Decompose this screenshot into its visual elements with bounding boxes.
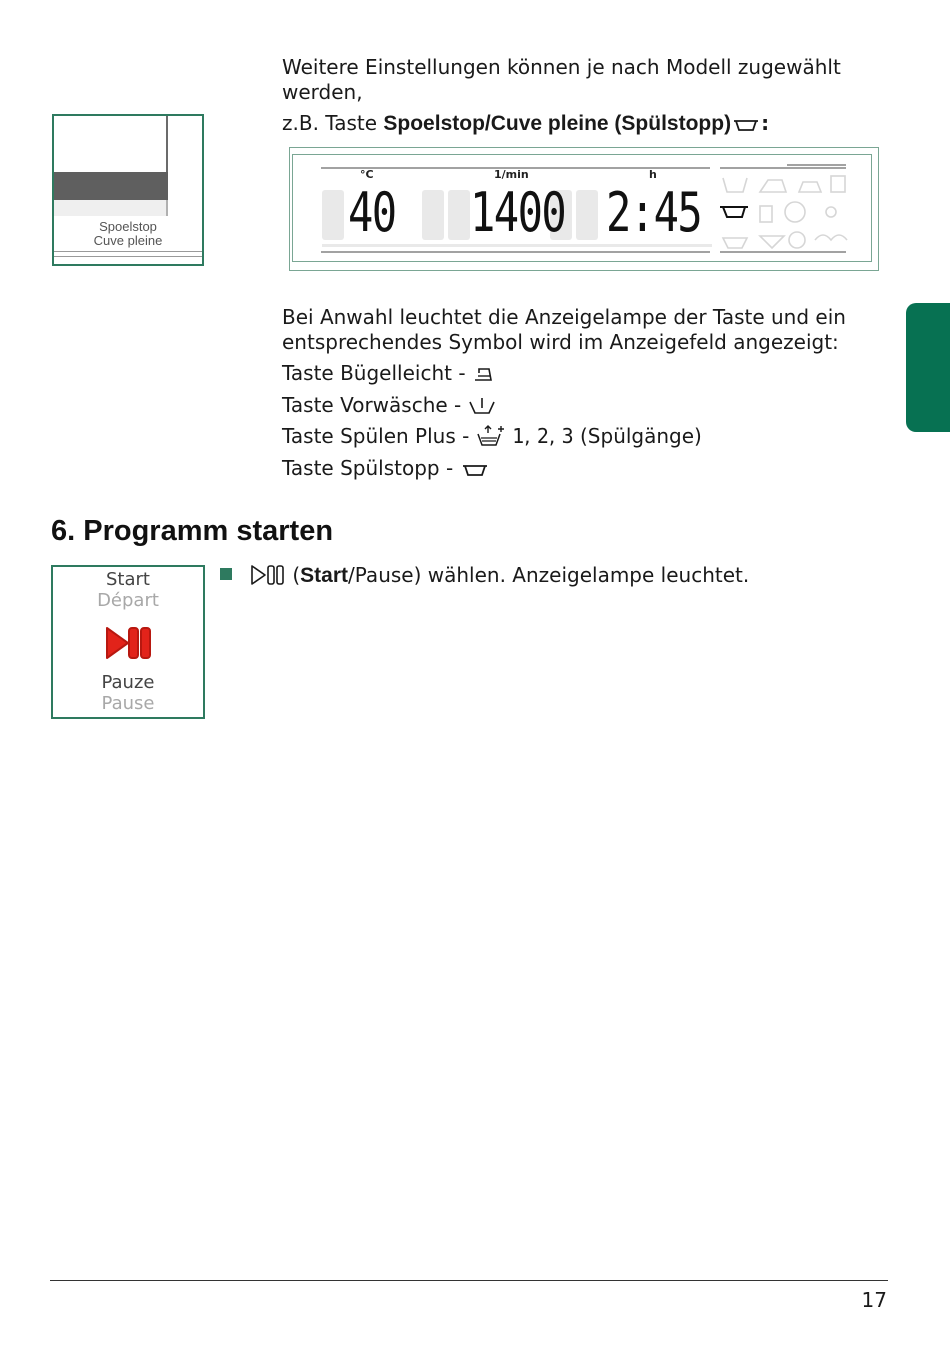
- prewash-icon: [468, 396, 496, 422]
- instruction-open: (: [286, 563, 301, 587]
- instruction-bold: Start: [300, 564, 349, 587]
- description-line-2: entsprechendes Symbol wird im Anzeigefeld angezeigt:: [282, 330, 839, 354]
- time-readout: 2:45: [606, 181, 702, 244]
- intro-example-prefix: z.B. Taste: [282, 111, 384, 135]
- iron-icon: [472, 364, 494, 390]
- rinse-plus-icon: [476, 425, 506, 453]
- play-pause-icon: [104, 625, 154, 661]
- rinse-count-1: 1: [512, 424, 525, 448]
- list-item: Taste Spülen Plus - 1, 2, 3 (Spülgänge): [282, 424, 702, 453]
- item-label: Taste Bügelleicht -: [282, 361, 472, 385]
- spoelstop-label-1: Spoelstop: [99, 219, 157, 234]
- pause-label-nl: Pauze: [101, 672, 155, 693]
- start-label-nl: Start: [106, 569, 150, 590]
- description-line-1: Bei Anwahl leuchtet die Anzeigelampe der Taste und ein: [282, 305, 846, 329]
- bullet-square: [220, 568, 232, 580]
- start-label-fr: Départ: [97, 590, 159, 611]
- button-face: [54, 172, 168, 200]
- divider: [54, 256, 202, 257]
- item-label: Taste Spülen Plus -: [282, 424, 476, 448]
- page-number: 17: [861, 1288, 887, 1312]
- unit-temperature: °C: [360, 168, 374, 181]
- start-pause-button-illustration: [51, 565, 205, 719]
- unit-time: h: [649, 168, 657, 181]
- temperature-readout: 40: [348, 181, 396, 244]
- list-item: [282, 393, 496, 422]
- intro-line-2: werden,: [282, 80, 363, 104]
- rinse-hold-icon: [460, 460, 490, 485]
- rinse-hold-icon: [731, 115, 761, 140]
- item-label: Taste Spülstopp -: [282, 456, 460, 480]
- divider: [54, 251, 202, 252]
- speed-readout: 1400: [470, 181, 566, 244]
- list-item: [282, 361, 494, 390]
- item-label: Taste Vorwäsche -: [282, 393, 468, 417]
- rinse-count-2: 2: [536, 424, 549, 448]
- unit-speed: 1/min: [494, 168, 529, 181]
- intro-example: [282, 111, 769, 140]
- button-edge: [54, 200, 168, 216]
- rinse-count-3: 3: [561, 424, 574, 448]
- lcd-display-panel: [289, 147, 879, 271]
- instruction: [250, 563, 749, 592]
- instruction-rest: /Pause) wählen. Anzeigelampe leuchtet.: [348, 563, 750, 587]
- intro-line-1: Weitere Einstellungen können je nach Modell zugewählt: [282, 55, 841, 79]
- section-heading: 6. Programm starten: [51, 515, 334, 547]
- spoelstop-button-illustration: [52, 114, 204, 266]
- pause-label-fr: Pause: [101, 693, 155, 714]
- rinse-count-note: (Spülgänge): [580, 424, 702, 448]
- intro-example-bold: Spoelstop/Cuve pleine (Spülstopp): [383, 112, 732, 135]
- footer-divider: [50, 1280, 888, 1281]
- list-item: [282, 456, 490, 485]
- spoelstop-label-2: Cuve pleine: [93, 233, 163, 248]
- chapter-tab: [906, 303, 950, 432]
- start-pause-outline-icon: [250, 564, 286, 592]
- intro-example-suffix: :: [761, 111, 770, 135]
